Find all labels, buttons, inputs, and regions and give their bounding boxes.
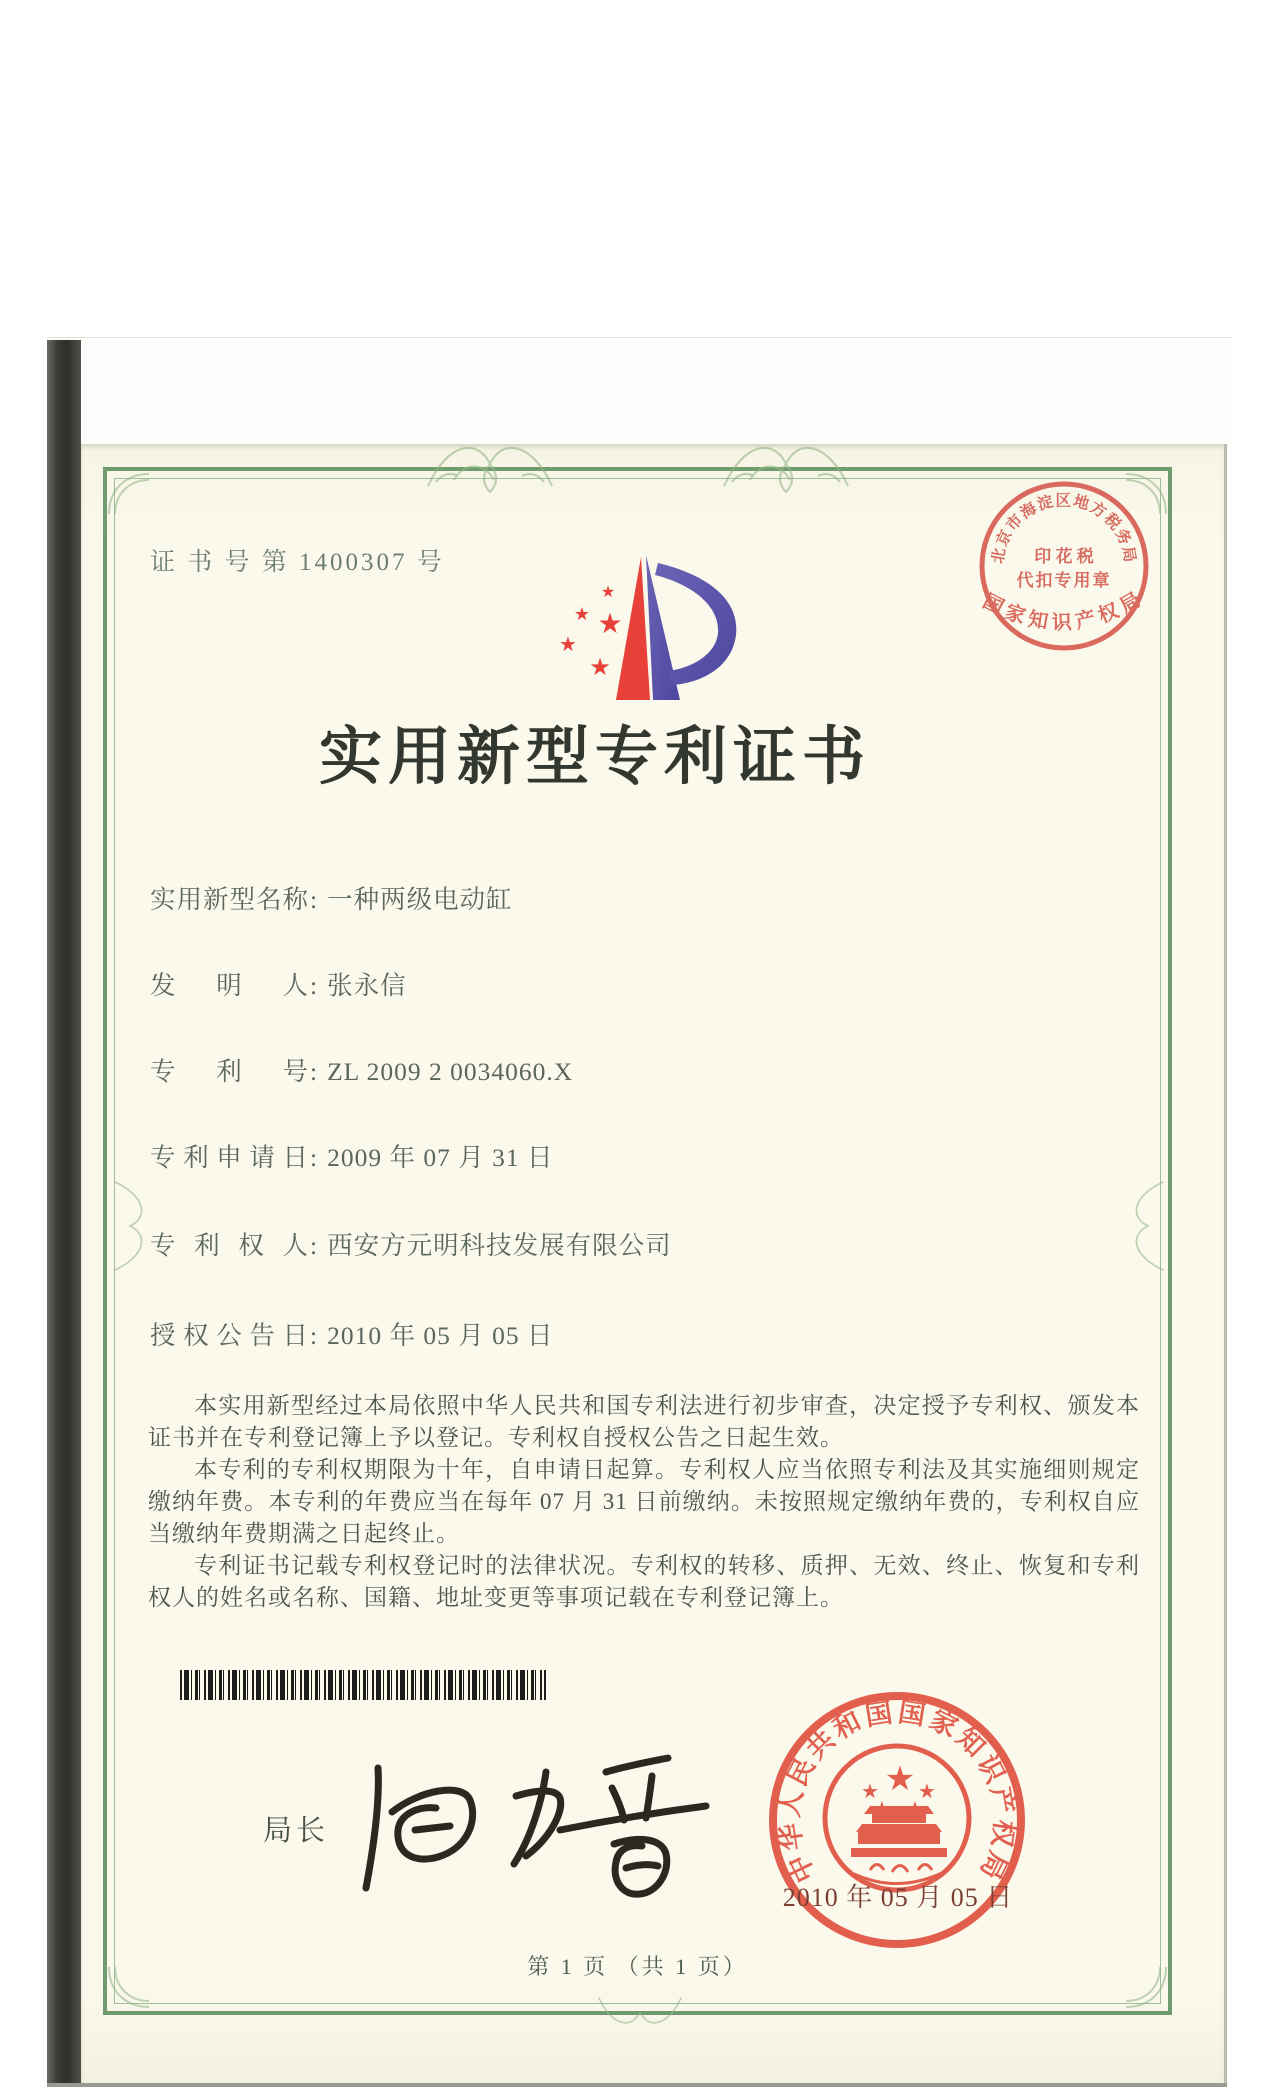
seal-date: 2010 年 05 月 05 日	[782, 1883, 1014, 1912]
cnipa-seal-ring-text: 中华人民共和国国家知识产权局	[774, 1696, 1020, 1888]
field-value: 2009 年 07 月 31 日	[327, 1143, 554, 1172]
ornament-right-mid-icon	[1122, 1176, 1174, 1276]
field-label: 专利号	[150, 1057, 308, 1086]
cnipa-official-seal	[752, 1678, 1052, 1978]
paragraph-term-fees: 本专利的专利权期限为十年，自申请日起算。专利权人应当依照专利法及其实施细则规定缴纳年费。本专利的年费应当在每年 07 月 31 日前缴纳。未按照规定缴纳年费的，专利权自应当缴纳年费期满之日起终止。	[148, 1457, 1140, 1546]
tax-seal-ring-text: 北京市海淀区地方税务局	[989, 492, 1139, 565]
svg-text:★: ★	[918, 1781, 936, 1803]
book-spine-shadow	[47, 340, 81, 2086]
ornament-corner-tl-icon	[105, 470, 153, 518]
field-row-filing-date: 专利申请日: 2009 年 07 月 31 日	[150, 1138, 553, 1174]
field-label: 发明人	[150, 971, 308, 1000]
page-footer: 第 1 页 （共 1 页）	[527, 1954, 748, 1979]
logo-stars-icon	[559, 584, 623, 681]
field-label: 授权公告日	[150, 1321, 308, 1350]
svg-text:★: ★	[861, 1781, 879, 1803]
ornament-top-left-icon	[420, 428, 560, 500]
ornament-corner-bl-icon	[105, 1963, 153, 2011]
field-value: 西安方元明科技发展有限公司	[327, 1231, 672, 1260]
field-value: 2010 年 05 月 05 日	[327, 1321, 554, 1350]
ornament-left-mid-icon	[104, 1176, 156, 1276]
handwritten-signature	[350, 1740, 730, 1920]
ornament-corner-br-icon	[1122, 1963, 1170, 2011]
barcode	[180, 1670, 546, 1700]
field-row-patentee: 专利权人: 西安方元明科技发展有限公司	[150, 1226, 672, 1262]
field-row-inventor: 发明人: 张永信	[150, 966, 407, 1002]
svg-text:★: ★	[600, 584, 616, 601]
tax-seal-line2: 代扣专用章	[1016, 571, 1112, 590]
svg-text:★: ★	[589, 655, 611, 681]
field-value: ZL 2009 2 0034060.X	[327, 1057, 574, 1086]
tax-seal-line1: 印 花 税	[1034, 547, 1094, 566]
field-value: 一种两级电动缸	[327, 885, 513, 914]
field-label: 专利申请日	[150, 1143, 308, 1172]
legal-text-block	[148, 1390, 1140, 1614]
certificate-number: 证 书 号 第 1400307 号	[150, 549, 445, 576]
commissioner-label: 局长	[263, 1815, 330, 1847]
paragraph-grant: 本实用新型经过本局依照中华人民共和国专利法进行初步审查，决定授予专利权、颁发本证书并在专利登记簿上予以登记。专利权自授权公告之日起生效。	[148, 1393, 1140, 1450]
national-emblem-icon	[825, 1746, 969, 1890]
cnipa-logo-icon	[540, 545, 750, 710]
field-value: 张永信	[327, 971, 407, 1000]
svg-text:★: ★	[884, 1761, 916, 1798]
certificate-title: 实用新型专利证书	[319, 722, 871, 792]
field-label: 实用新型名称	[150, 885, 308, 914]
overlapping-seal-text: 国家知识产权局	[979, 586, 1149, 635]
paragraph-register: 专利证书记载专利权登记时的法律状况。专利权的转移、质押、无效、终止、恢复和专利权人的姓名或名称、国籍、地址变更等事项记载在专利登记簿上。	[148, 1553, 1140, 1610]
svg-text:国家知识产权局	[979, 586, 1149, 635]
tax-stamp-seal	[972, 476, 1172, 676]
field-label: 专利权人	[150, 1231, 308, 1260]
paper-bottom-edge	[47, 2083, 1227, 2087]
ornament-bottom-center-icon	[570, 1988, 710, 2036]
field-row-utility-model-name: 实用新型名称: 一种两级电动缸	[150, 880, 513, 916]
svg-text:★: ★	[559, 634, 577, 656]
field-row-patent-number: 专利号: ZL 2009 2 0034060.X	[150, 1052, 573, 1088]
paper-right-edge	[1224, 444, 1227, 2086]
svg-text:★: ★	[573, 604, 591, 624]
field-row-grant-date: 授权公告日: 2010 年 05 月 05 日	[150, 1316, 553, 1352]
ornament-top-right-icon	[716, 428, 856, 500]
svg-text:★: ★	[597, 609, 623, 640]
